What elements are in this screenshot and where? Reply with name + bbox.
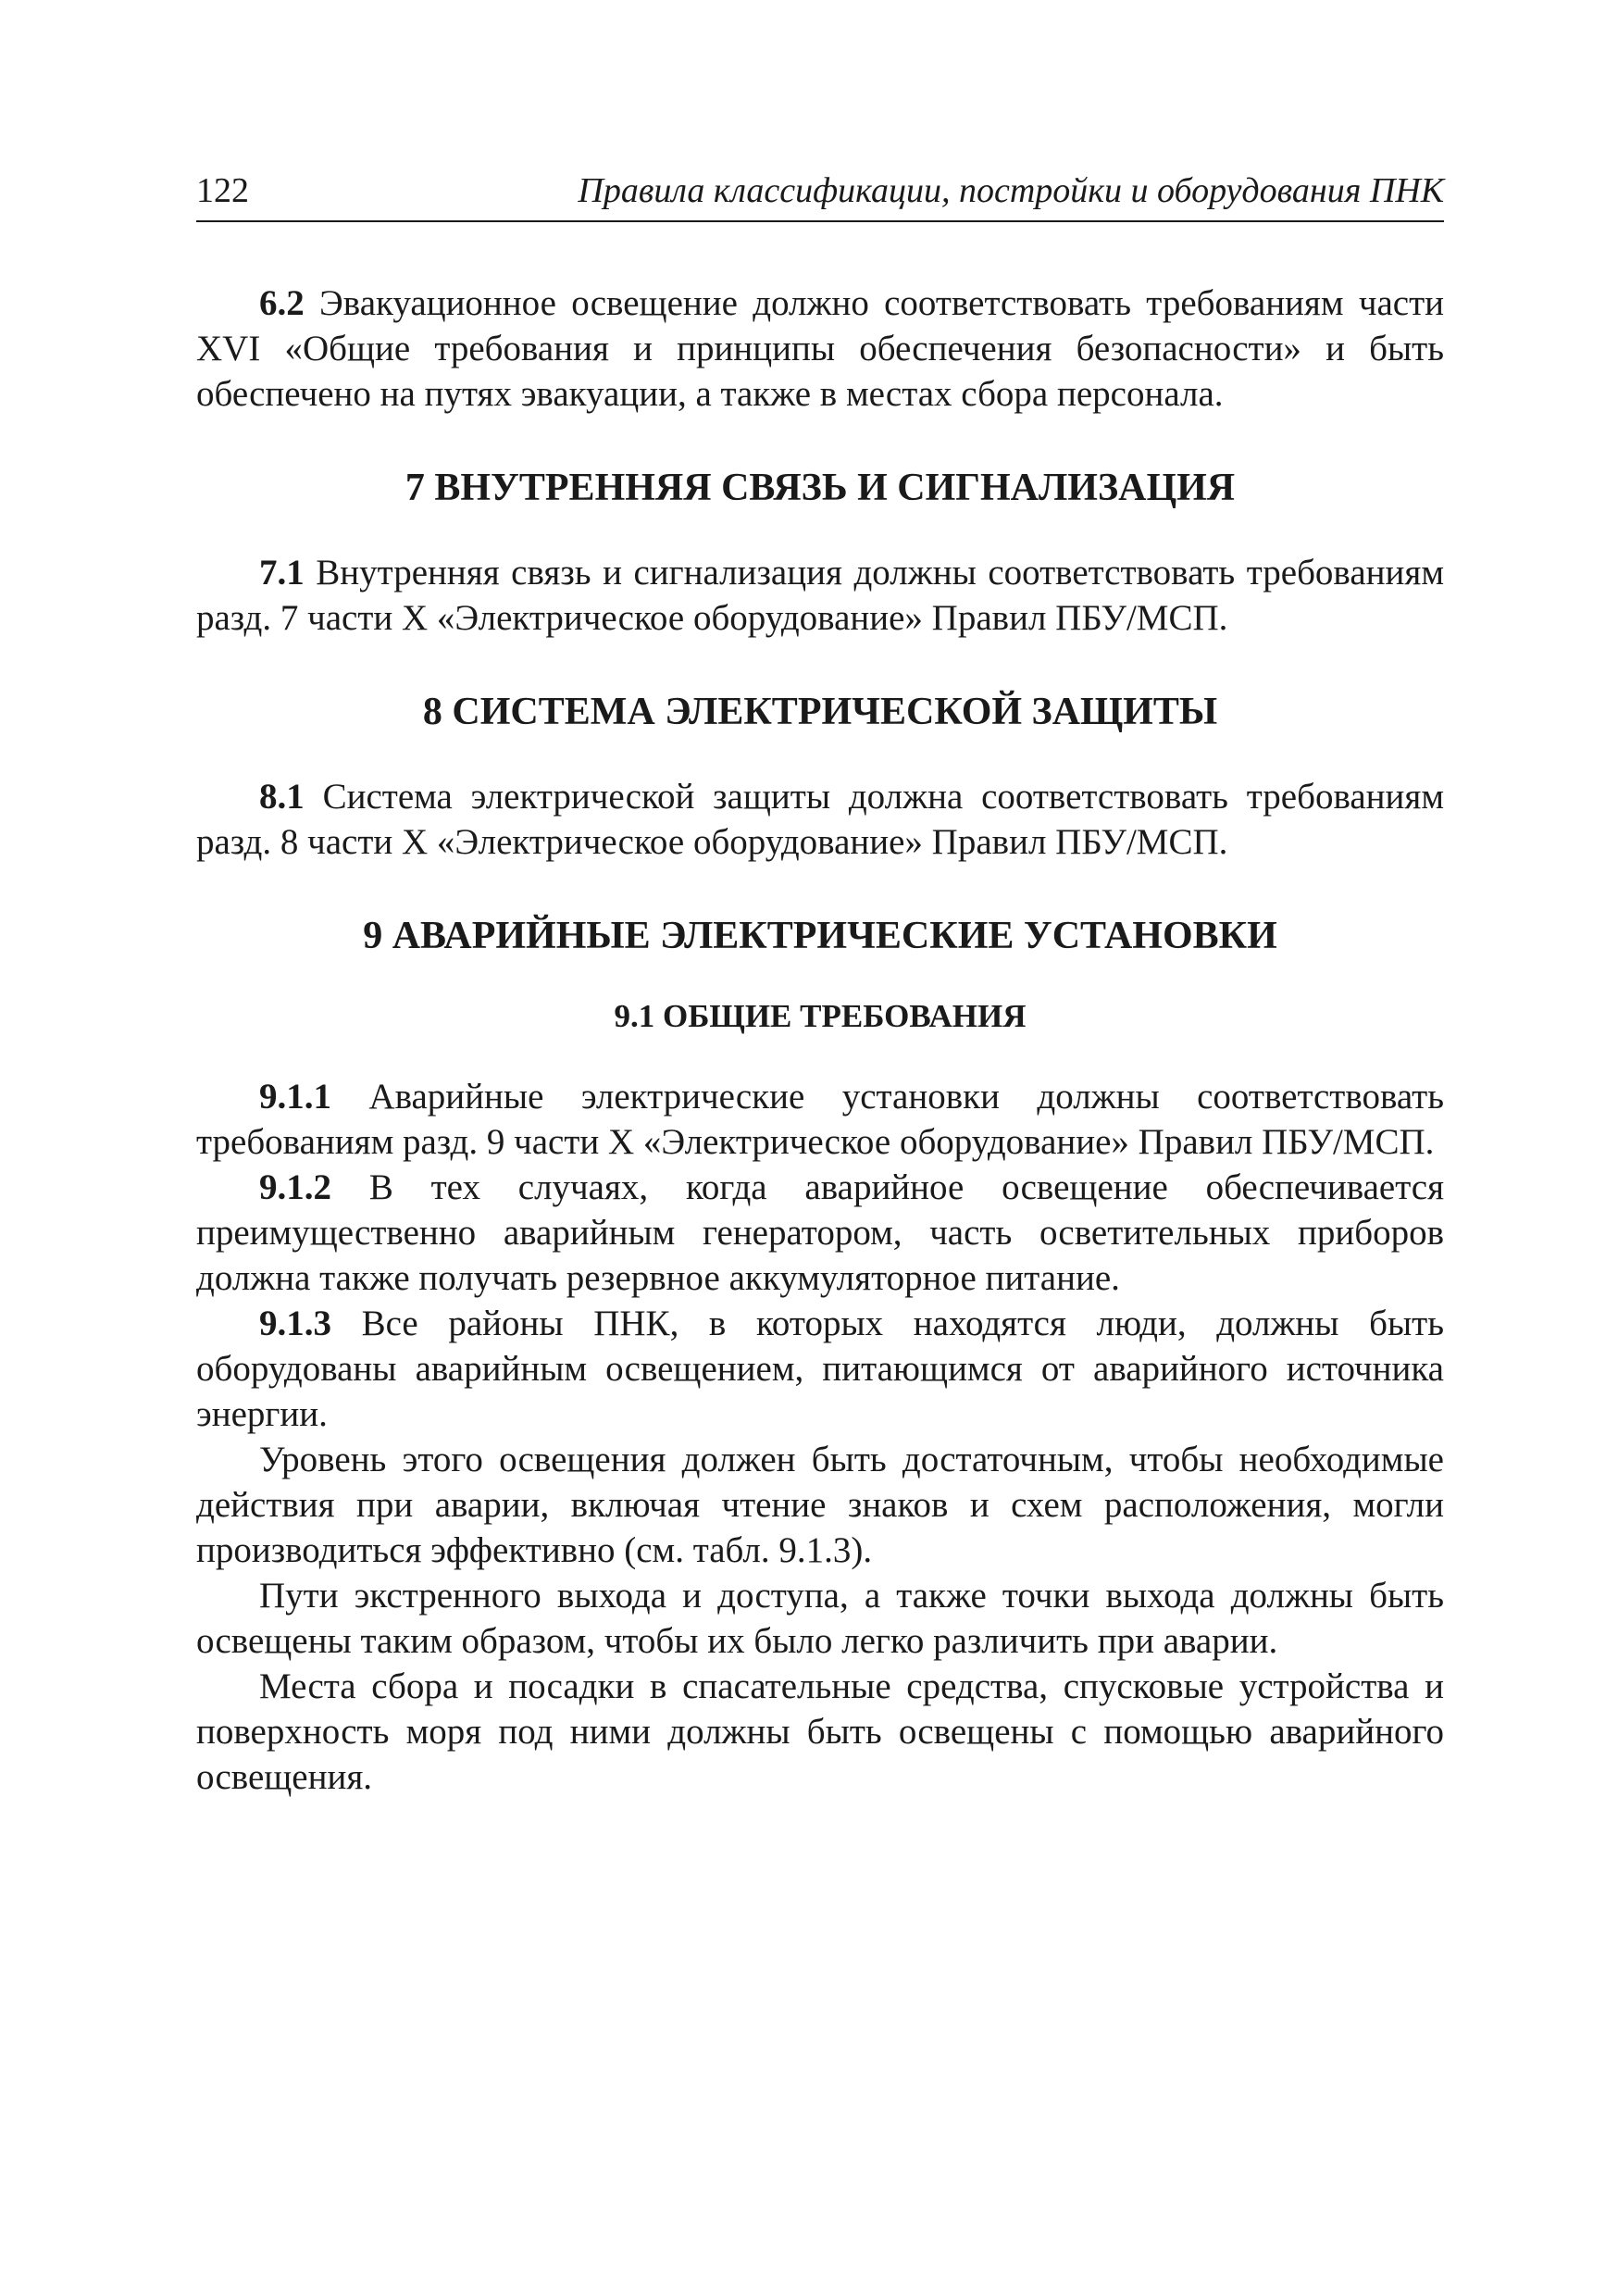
section-7-heading: 7 ВНУТРЕННЯЯ СВЯЗЬ И СИГНАЛИЗАЦИЯ [404, 467, 1236, 509]
clause-text: Аварийные электрические установки должны соответствовать требованиям разд. 9 части Х «Электрическое оборудование» Правил ПБУ/МСП. [196, 1077, 1444, 1162]
page-number: 122 [196, 171, 249, 210]
clause-text: Внутренняя связь и сигнализация должны соответствовать требованиям разд. 7 части Х «Электрическое оборудование» Правил ПБУ/МСП. [196, 553, 1444, 638]
clause-text: В тех случаях, когда аварийное освещение обеспечивается преимущественно аварийным генератором, часть осветительных приборов должна также получать резервное аккумуляторное питание. [196, 1167, 1445, 1298]
section-9-heading: 9 АВАРИЙНЫЕ ЭЛЕКТРИЧЕСКИЕ УСТАНОВКИ [363, 915, 1277, 957]
paragraph-muster-stations: Места сбора и посадки в спасательные средства, спусковые устройства и поверхность моря под ними должны быть освещены с помощью аварийного освещения. [196, 1666, 1444, 1797]
clause-number: 6.2 [259, 283, 305, 323]
clause-text: Все районы ПНК, в которых находятся люди, должны быть оборудованы аварийным освещением, питающимся от аварийного источника энергии. [196, 1304, 1445, 1434]
clause-number: 9.1.1 [259, 1077, 331, 1117]
subsection-9-1-heading: 9.1 ОБЩИЕ ТРЕБОВАНИЯ [614, 998, 1027, 1034]
section-8-heading: 8 СИСТЕМА ЭЛЕКТРИЧЕСКОЙ ЗАЩИТЫ [422, 691, 1218, 733]
paragraph-9-1-1 [196, 1074, 1444, 1165]
clause-number: 8.1 [259, 777, 305, 817]
clause-number: 9.1.2 [259, 1167, 331, 1207]
paragraph-7-1 [196, 550, 1444, 641]
clause-text: Система электрической защиты должна соответствовать требованиям разд. 8 части Х «Электрическое оборудование» Правил ПБУ/МСП. [196, 777, 1445, 862]
paragraph-6-2 [196, 281, 1444, 417]
clause-number: 9.1.3 [259, 1304, 331, 1343]
paragraph-exit-routes: Пути экстренного выхода и доступа, а также точки выхода должны быть освещены таким образом, чтобы их было легко различить при аварии. [196, 1576, 1444, 1661]
running-title: Правила классификации, постройки и оборудования ПНК [578, 171, 1444, 210]
clause-number: 7.1 [259, 553, 305, 593]
page-header [196, 167, 1444, 222]
document-page [196, 167, 1444, 1800]
page-content [196, 281, 1444, 1800]
paragraph-8-1 [196, 774, 1444, 865]
clause-text: Эвакуационное освещение должно соответствовать требованиям части XVI «Общие требования и принципы обеспечения безопасности» и быть обеспечено на путях эвакуации, а также в местах сбора персонала. [196, 283, 1444, 414]
paragraph-lighting-level: Уровень этого освещения должен быть достаточным, чтобы необходимые действия при аварии, включая чтение знаков и схем расположения, могли производиться эффективно (см. табл. 9.1.3). [196, 1440, 1444, 1570]
paragraph-9-1-2 [196, 1165, 1444, 1301]
paragraph-9-1-3 [196, 1301, 1444, 1437]
